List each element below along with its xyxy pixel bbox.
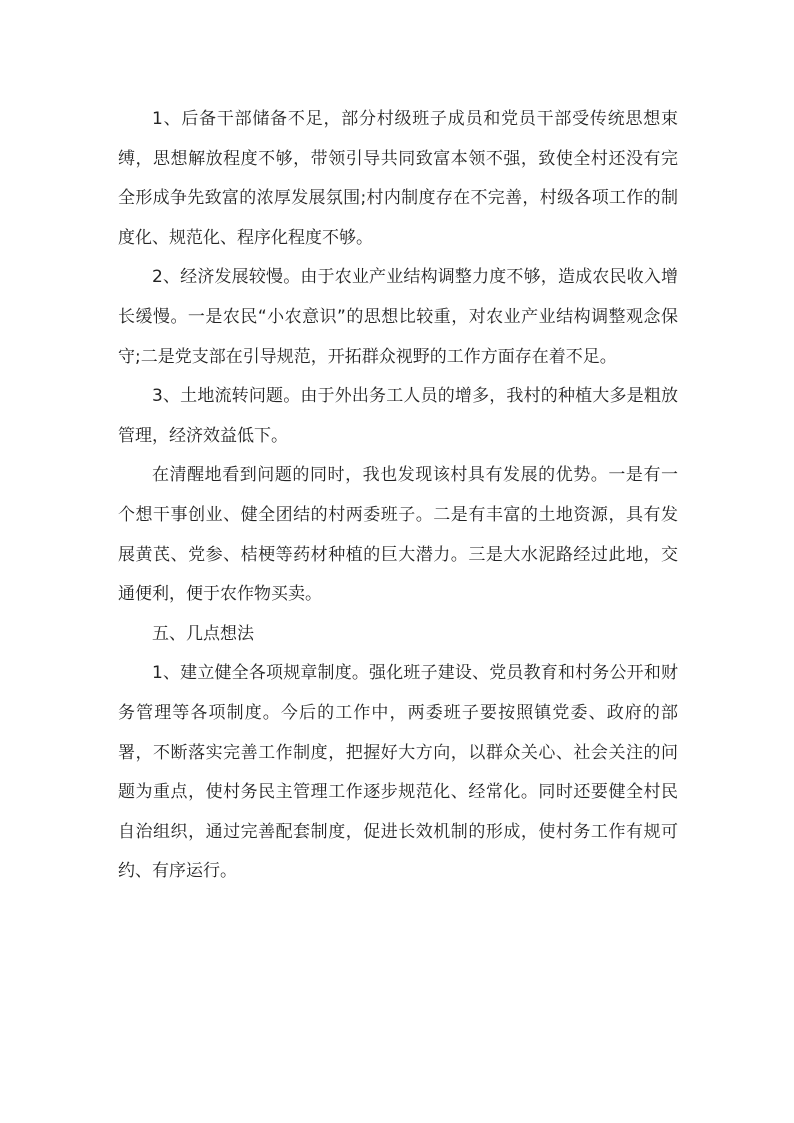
paragraph-land-transfer: 3、土地流转问题。由于外出务工人员的增多，我村的种植大多是粗放管理，经济效益低下。: [118, 386, 678, 446]
document-body: [118, 100, 678, 892]
paragraph-backup-cadres: 1、后备干部储备不足，部分村级班子成员和党员干部受传统思想束缚，思想解放程度不够，带领引导共同致富本领不强，致使全村还没有完全形成争先致富的浓厚发展氛围;村内制度存在不完善，村级各项工作的制度化、规范化、程序化程度不够。: [118, 109, 678, 248]
paragraph-advantages: 在清醒地看到问题的同时，我也发现该村具有发展的优势。一是有一个想干事创业、健全团结的村两委班子。二是有丰富的土地资源，具有发展黄芪、党参、桔梗等药材种植的巨大潜力。三是大水泥路经过此地，交通便利，便于农作物买卖。: [118, 465, 678, 605]
section-heading: 五、几点想法: [152, 623, 254, 644]
paragraph-economic-development: 2、经济发展较慢。由于农业产业结构调整力度不够，造成农民收入增长缓慢。一是农民“小农意识”的思想比较重，对农业产业结构调整观念保守;二是党支部在引导规范，开拓群众视野的工作方面存在着不足。: [118, 267, 678, 367]
paragraph-rules-and-regulations: 1、建立健全各项规章制度。强化班子建设、党员教育和村务公开和财务管理等各项制度。今后的工作中，两委班子要按照镇党委、政府的部署，不断落实完善工作制度，把握好大方向，以群众关心、社会关注的问题为重点，使村务民主管理工作逐步规范化、经常化。同时还要健全村民自治组织，通过完善配套制度，促进长效机制的形成，使村务工作有规可约、有序运行。: [118, 663, 678, 882]
